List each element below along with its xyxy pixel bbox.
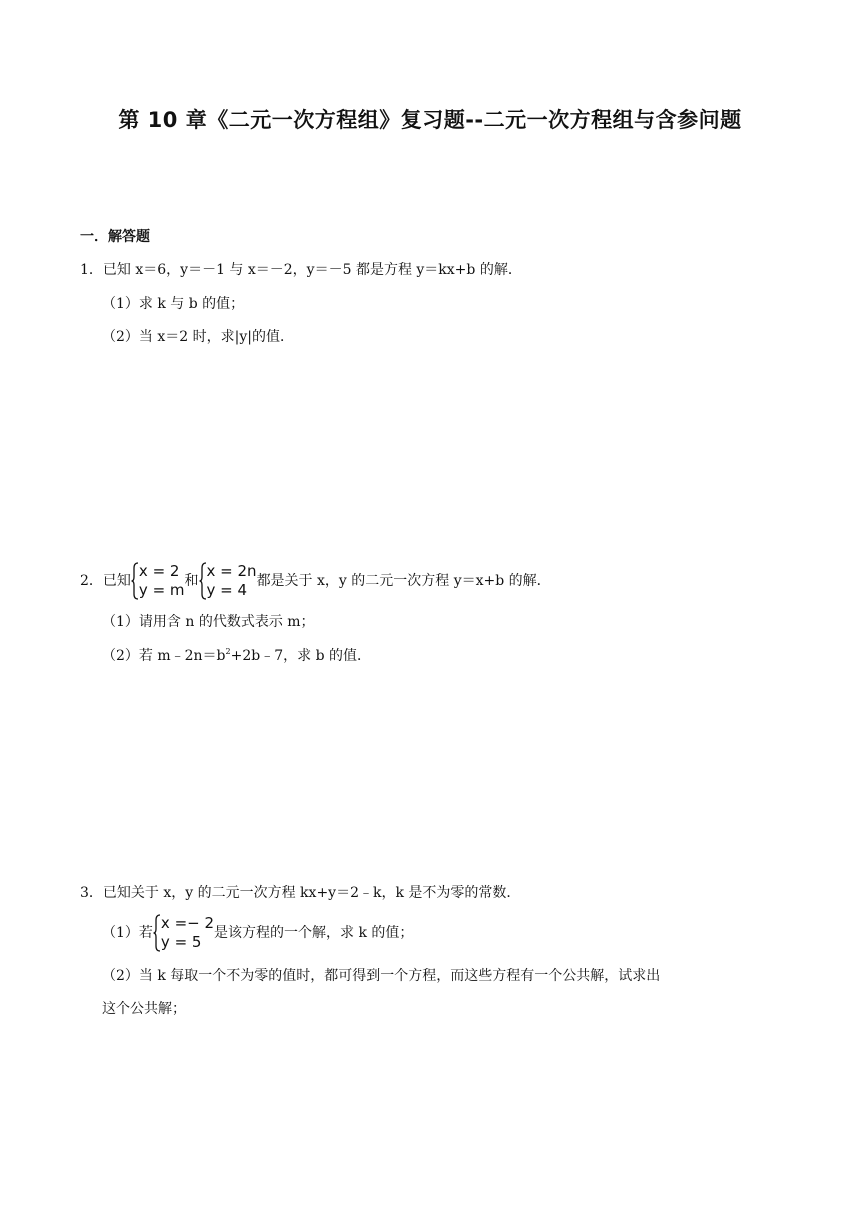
q2-system-1-row-1: x = 2	[138, 562, 180, 580]
q3-system-row-2: y = 5	[160, 933, 202, 951]
q1-part2: （2）当 x＝2 时，求|y|的值．	[102, 329, 294, 345]
left-brace-icon	[153, 914, 161, 952]
q3-part1-after: 是该方程的一个解，求 k 的值；	[214, 925, 414, 941]
q2-part1: （1）请用含 n 的代数式表示 m；	[102, 614, 315, 630]
left-brace-icon	[199, 562, 207, 600]
q2-stem	[80, 562, 551, 600]
q1-part1: （1）求 k 与 b 的值；	[102, 296, 245, 312]
q2-part2-superscript: 2	[225, 647, 231, 656]
page-title: 第 10 章《二元一次方程组》复习题--二元一次方程组与含参问题	[118, 108, 742, 132]
q1-stem: 1．已知 x＝6，y＝－1 与 x＝－2，y＝－5 都是方程 y＝kx+b 的解．	[80, 262, 522, 278]
q2-and: 和	[184, 573, 199, 589]
q3-part1	[102, 914, 413, 952]
q3-part2-line1: （2）当 k 每取一个不为零的值时，都可得到一个方程，而这些方程有一个公共解，试求出	[102, 968, 661, 984]
q2-part2-before: （2）若 m﹣2n＝b	[102, 648, 226, 664]
q2-part2	[102, 646, 371, 666]
q2-system-1-row-2: y = m	[138, 581, 185, 599]
q3-part2-line2: 这个公共解；	[102, 1001, 186, 1017]
q3-stem: 3．已知关于 x，y 的二元一次方程 kx+y＝2﹣k，k 是不为零的常数．	[80, 885, 521, 901]
left-brace-icon	[131, 562, 139, 600]
q2-system-1	[131, 562, 185, 600]
q3-part1-before: （1）若	[102, 925, 153, 941]
q2-stem-tail: 都是关于 x，y 的二元一次方程 y＝x+b 的解．	[256, 573, 551, 589]
q2-system-2-row-2: y = 4	[206, 581, 248, 599]
section-heading: 一．解答题	[80, 229, 150, 245]
q2-system-2-row-1: x = 2n	[206, 562, 257, 580]
q3-system-row-1: x =− 2	[160, 914, 215, 932]
q2-number: 2．已知	[80, 573, 131, 589]
q3-system	[153, 914, 214, 952]
q2-system-2	[199, 562, 257, 600]
q2-part2-after: +2b﹣7，求 b 的值．	[230, 648, 371, 664]
